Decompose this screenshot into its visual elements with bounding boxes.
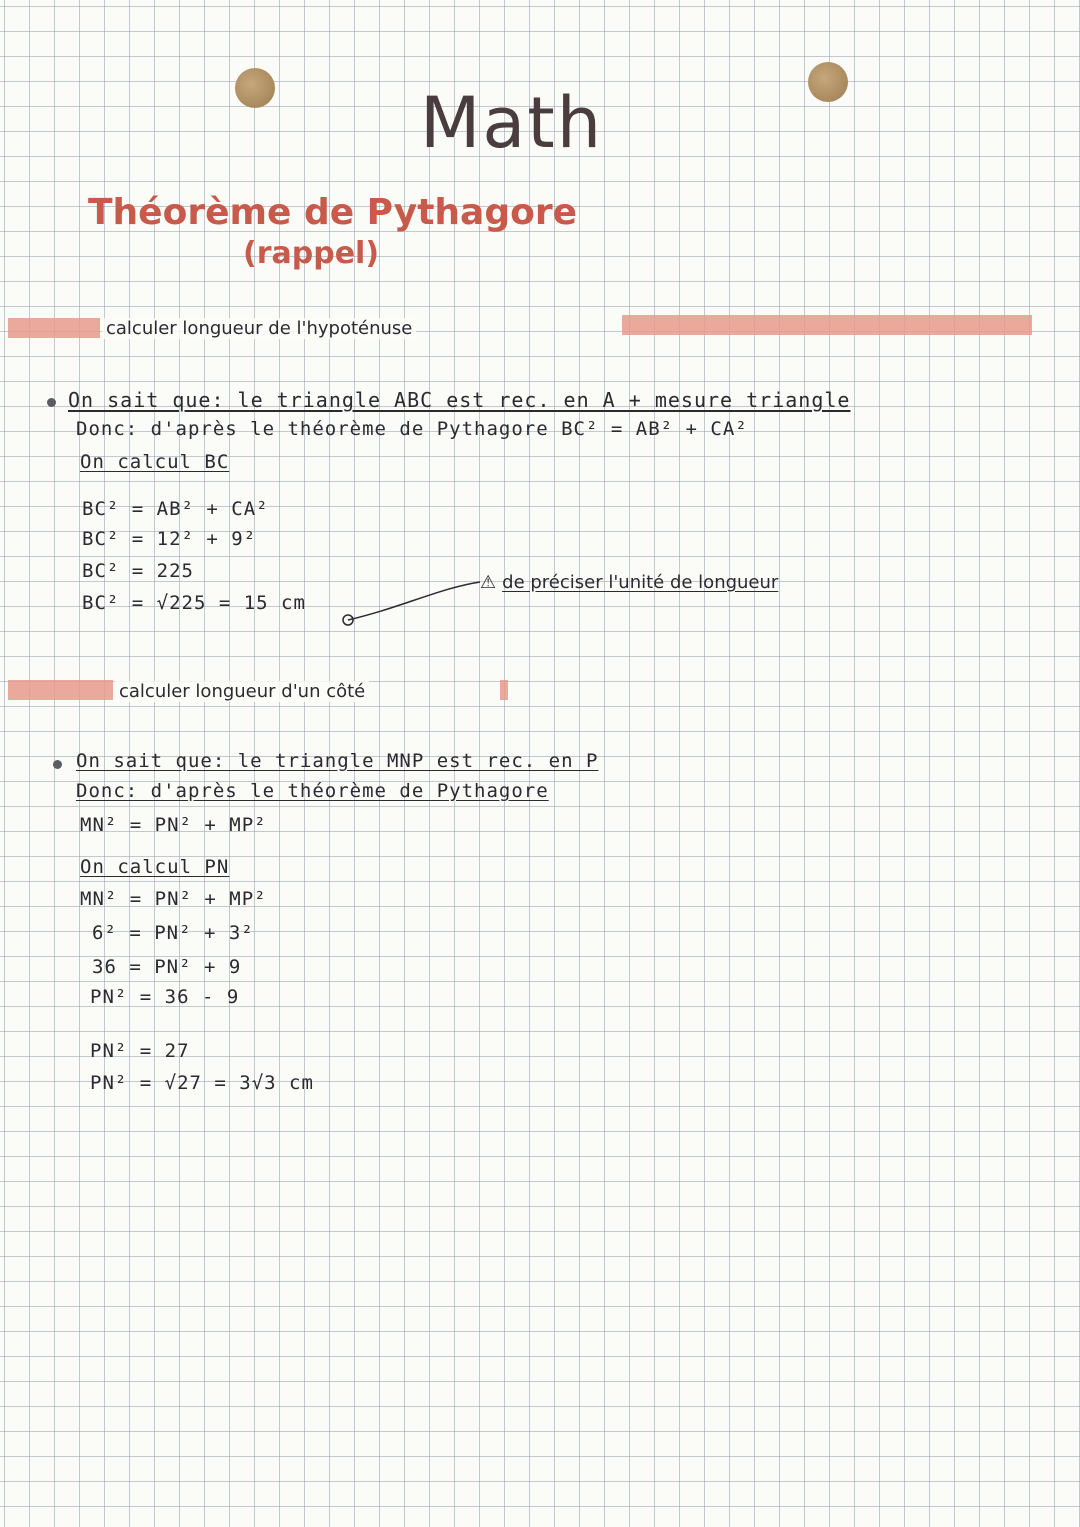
section2-line-8: PN² = 36 - 9 [90,986,240,1008]
section2-bullet [53,760,62,769]
section1-line-3: On calcul BC [80,451,230,473]
binder-hole-right [808,62,848,102]
note-arrow [330,568,500,628]
section1-line-1: On sait que: le triangle ABC est rec. en A + mesure triangle [68,388,851,412]
unit-reminder-text: de préciser l'unité de longueur [502,572,779,593]
section2-line-1: On sait que: le triangle MNP est rec. en P [76,750,599,772]
section2-line-6: 6² = PN² + 3² [92,922,254,944]
section1-line-7: BC² = √225 = 15 cm [82,592,306,614]
section1-heading: calculer longueur de l'hypoténuse [102,318,416,339]
warning-icon: ⚠ [480,572,497,593]
section1-line-5: BC² = 12² + 9² [82,528,257,550]
section2-highlight-right [500,680,508,700]
section1-highlight-right [622,315,1032,335]
section2-line-2: Donc: d'après le théorème de Pythagore [76,780,549,802]
section1-line-2: Donc: d'après le théorème de Pythagore BC² = AB² + CA² [76,418,748,440]
section2-line-3: MN² = PN² + MP² [80,814,267,836]
section2-line-9: PN² = 27 [90,1040,190,1062]
section2-line-5: MN² = PN² + MP² [80,888,267,910]
section2-line-7: 36 = PN² + 9 [92,956,242,978]
page-title: Math [420,82,604,164]
lesson-title: Théorème de Pythagore [88,192,578,233]
section1-bullet [47,398,56,407]
unit-reminder-note [480,572,778,593]
section2-highlight-left [8,680,113,700]
binder-hole-left [235,68,275,108]
section1-highlight-left [8,318,100,338]
section2-line-4: On calcul PN [80,856,230,878]
section2-heading: calculer longueur d'un côté [115,681,369,702]
section1-line-4: BC² = AB² + CA² [82,498,269,520]
section2-line-10: PN² = √27 = 3√3 cm [90,1072,314,1094]
section1-line-6: BC² = 225 [82,560,194,582]
lesson-subtitle: (rappel) [243,236,380,271]
